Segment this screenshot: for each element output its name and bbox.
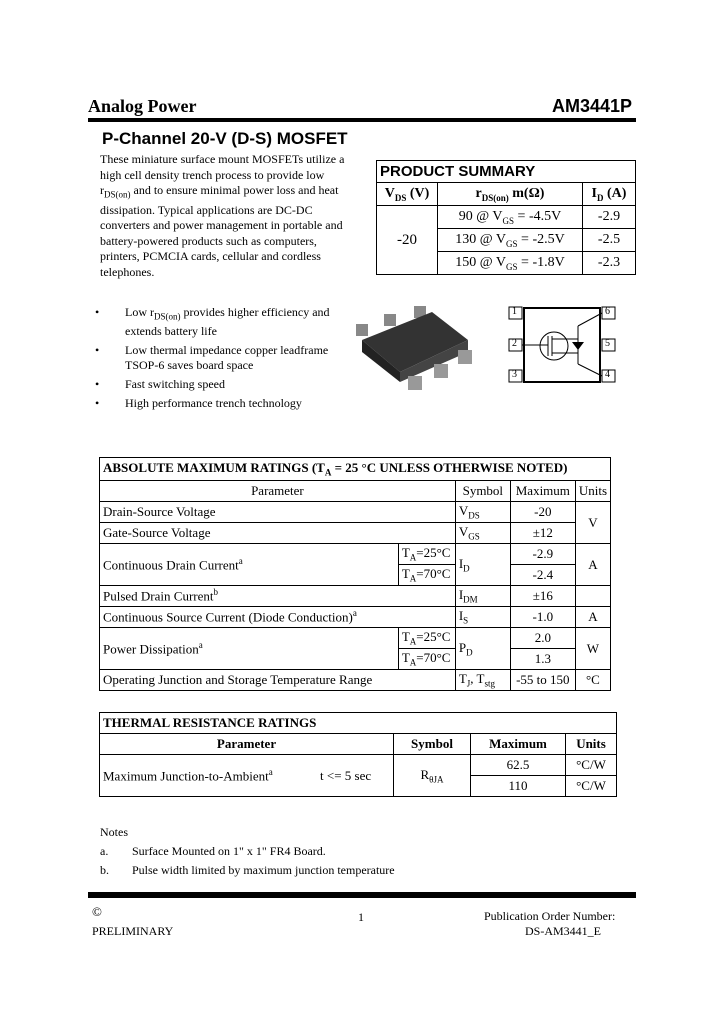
param-cell: Continuous Source Current (Diode Conduction)$^a$: [100, 607, 456, 628]
unit-cell: °C: [575, 670, 610, 691]
description-line: high cell density trench process to provide low: [100, 167, 325, 182]
rds-value: 130 @ $V_{GS} = -2.5V$: [438, 229, 583, 252]
product-summary-table: [376, 160, 636, 275]
package-lead: [434, 364, 448, 378]
symbol-cell: $I_{DM}$: [455, 586, 510, 607]
unit-cell: A: [575, 544, 610, 586]
column-header: Units: [575, 481, 610, 502]
rds-value: 150 @ $V_{GS} = -1.8V$: [438, 252, 583, 275]
max-cell: ±16: [510, 586, 575, 607]
unit-cell: °C/W: [566, 776, 617, 797]
feature-list: [95, 305, 355, 415]
symbol-cell: $I_D$: [455, 544, 510, 586]
max-cell: 1.3: [510, 649, 575, 670]
condition-cell: t <= 5 sec: [317, 755, 394, 797]
unit-cell: W: [575, 628, 610, 670]
unit-cell: V: [575, 502, 610, 544]
product-summary-title: PRODUCT SUMMARY: [377, 161, 636, 183]
column-header: Maximum: [510, 481, 575, 502]
thermal-resistance-table: [99, 712, 617, 797]
feature-item: • Low $r_{DS(on)}$ provides higher efficiency and extends battery life: [95, 305, 355, 339]
part-number: AM3441P: [552, 96, 633, 116]
param-cell: Power Dissipation$^a$: [100, 628, 399, 670]
max-cell: 2.0: [510, 628, 575, 649]
column-header: Parameter: [100, 481, 456, 502]
id-header: $I_D$ (A): [583, 183, 636, 206]
condition-cell: $T_A=70^\circ C$: [398, 565, 455, 586]
symbol-cell: $R_{\theta JA}$: [394, 755, 471, 797]
description-line: battery-powered products such as computers,: [100, 233, 317, 248]
abs-max-title: ABSOLUTE MAXIMUM RATINGS ($T_A = 25$ °C UNLESS OTHERWISE NOTED): [100, 458, 611, 481]
param-cell: Drain-Source Voltage: [100, 502, 456, 523]
company-name: Analog Power: [88, 96, 197, 116]
publication-number: DS-AM3441_E: [525, 924, 602, 938]
package-lead: [408, 376, 422, 390]
description-line: printers, PCMCIA cards, cellular and cordless: [100, 249, 321, 264]
rds-header: $r_{DS(on)}$ m(Ω): [438, 183, 583, 206]
column-header: Symbol: [455, 481, 510, 502]
package-lead: [356, 324, 368, 336]
condition-cell: $T_A=25^\circ C$: [398, 544, 455, 565]
pinout-graphic: [508, 306, 616, 384]
id-value: -2.5: [583, 229, 636, 252]
symbol-cell: $I_S$: [455, 607, 510, 628]
absolute-max-ratings-table: [99, 457, 611, 691]
param-cell: Operating Junction and Storage Temperature Range: [100, 670, 456, 691]
feature-item: • Low thermal impedance copper leadframe TSOP-6 saves board space: [95, 343, 355, 373]
status-label: PRELIMINARY: [92, 924, 174, 938]
description-line: converters and power management in portable and: [100, 218, 343, 233]
column-header: Parameter: [100, 734, 394, 755]
description-line: These miniature surface mount MOSFETs utilize a: [100, 152, 345, 166]
symbol-cell: $T_J$, $T_{stg}$: [455, 670, 510, 691]
footer-rule: [88, 892, 636, 898]
vds-header: $V_{DS}$ (V): [377, 183, 438, 206]
column-header: Symbol: [394, 734, 471, 755]
copyright-symbol: ©: [92, 904, 102, 919]
page-number: 1: [358, 910, 364, 924]
description: [100, 152, 370, 280]
pin-label: 4: [605, 369, 610, 380]
header-rule: [88, 118, 636, 122]
condition-cell: $T_A=25^\circ C$: [398, 628, 455, 649]
max-cell: ±12: [510, 523, 575, 544]
unit-cell: A: [575, 607, 610, 628]
publication-label: Publication Order Number:: [484, 909, 616, 923]
note-item: b. Pulse width limited by maximum junction temperature: [100, 863, 395, 877]
package-lead: [384, 314, 396, 326]
param-cell: Pulsed Drain Current$^b$: [100, 586, 456, 607]
unit-cell: °C/W: [566, 755, 617, 776]
pin-label: 2: [512, 338, 517, 349]
pin-label: 6: [605, 306, 610, 317]
max-cell: 110: [471, 776, 566, 797]
symbol-cell: $V_{GS}$: [455, 523, 510, 544]
id-value: -2.9: [583, 206, 636, 229]
max-cell: -55 to 150: [510, 670, 575, 691]
pinout-diagram: [508, 306, 616, 384]
max-cell: -1.0: [510, 607, 575, 628]
column-header: Units: [566, 734, 617, 755]
max-cell: -2.4: [510, 565, 575, 586]
description-line: telephones.: [100, 264, 155, 279]
page-title: P-Channel 20-V (D-S) MOSFET: [102, 129, 348, 148]
feature-item: • High performance trench technology: [95, 396, 355, 411]
notes-title: Notes: [100, 825, 128, 839]
max-cell: -20: [510, 502, 575, 523]
symbol-cell: $P_D$: [455, 628, 510, 670]
tsop6-package-image: [352, 300, 482, 396]
vds-value: -20: [377, 206, 438, 275]
max-cell: 62.5: [471, 755, 566, 776]
param-cell: Maximum Junction-to-Ambient$^a$: [100, 755, 318, 797]
column-header: Maximum: [471, 734, 566, 755]
thermal-title: THERMAL RESISTANCE RATINGS: [100, 713, 617, 734]
feature-item: • Fast switching speed: [95, 377, 355, 392]
unit-cell: [575, 586, 610, 607]
note-item: a. Surface Mounted on 1" x 1" FR4 Board.: [100, 844, 326, 858]
rds-value: 90 @ $V_{GS} = -4.5V$: [438, 206, 583, 229]
pin-label: 1: [512, 306, 517, 317]
symbol-cell: $V_{DS}$: [455, 502, 510, 523]
pin-label: 5: [605, 338, 610, 349]
package-lead: [458, 350, 472, 364]
param-cell: Continuous Drain Current$^a$: [100, 544, 399, 586]
param-cell: Gate-Source Voltage: [100, 523, 456, 544]
max-cell: -2.9: [510, 544, 575, 565]
description-line: $r_{DS(on)}$ and to ensure minimal power loss and heat: [100, 183, 339, 200]
description-line: dissipation. Typical applications are DC-DC: [100, 202, 313, 217]
notes: [100, 823, 600, 880]
id-value: -2.3: [583, 252, 636, 275]
pin-label: 3: [512, 369, 517, 380]
condition-cell: $T_A=70^\circ C$: [398, 649, 455, 670]
